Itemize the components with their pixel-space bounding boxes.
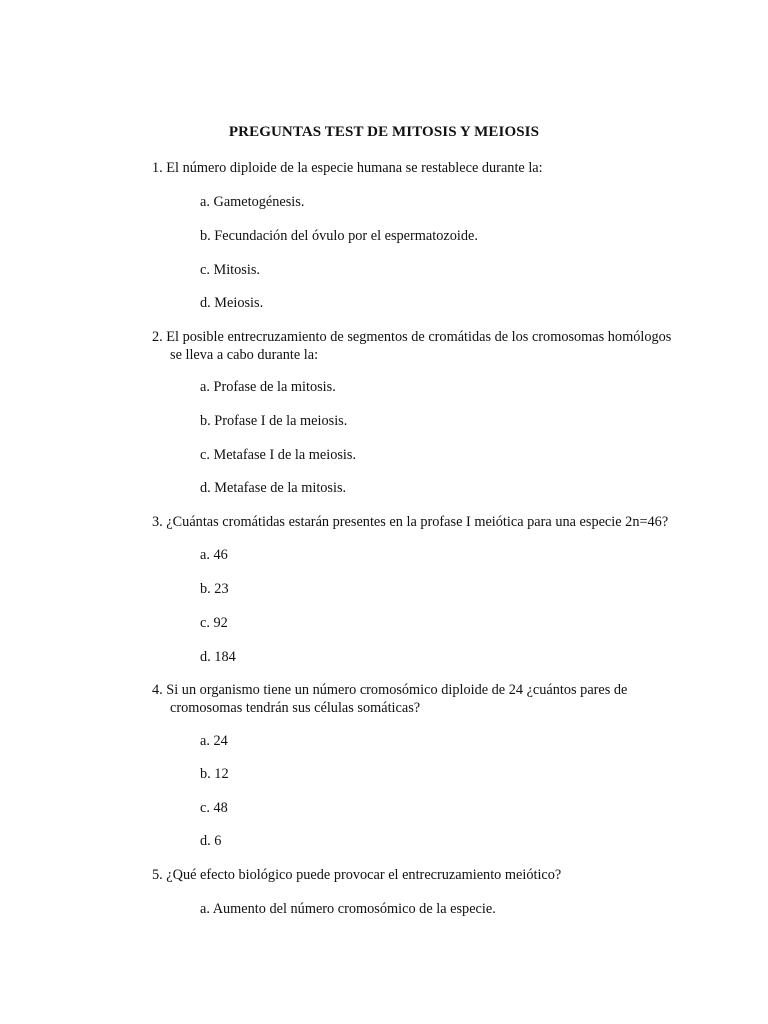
question-2-option-a: a. Profase de la mitosis. (200, 379, 336, 395)
question-4 (152, 681, 673, 717)
question-3-option-b: b. 23 (200, 581, 229, 597)
question-3-option-d: d. 184 (200, 649, 236, 665)
question-2 (152, 328, 673, 364)
question-1-option-a: a. Gametogénesis. (200, 194, 305, 210)
question-4-option-a: a. 24 (200, 733, 228, 749)
question-4-option-b: b. 12 (200, 766, 229, 782)
question-1-option-c: c. Mitosis. (200, 262, 260, 278)
question-2-option-c: c. Metafase I de la meiosis. (200, 447, 357, 463)
question-2-option-d: d. Metafase de la mitosis. (200, 480, 347, 496)
question-4-option-d: d. 6 (200, 833, 222, 849)
question-1-option-d: d. Meiosis. (200, 295, 264, 311)
question-2-continuation: se lleva a cabo durante la: (170, 347, 319, 363)
question-3-text: 3. ¿Cuántas cromátidas estarán presentes en la profase I meiótica para una especie 2n=46? (152, 514, 669, 530)
question-1-text: 1. El número diploide de la especie humana se restablece durante la: (152, 160, 543, 176)
question-4-continuation: cromosomas tendrán sus células somáticas? (170, 700, 421, 716)
question-4-option-c: c. 48 (200, 800, 228, 816)
question-2-text: 2. El posible entrecruzamiento de segmentos de cromátidas de los cromosomas homólogos (152, 329, 672, 345)
question-5-option-a: a. Aumento del número cromosómico de la especie. (200, 901, 496, 917)
question-3-option-a: a. 46 (200, 547, 228, 563)
question-4-text: 4. Si un organismo tiene un número cromosómico diploide de 24 ¿cuántos pares de (152, 682, 628, 698)
question-5-text: 5. ¿Qué efecto biológico puede provocar el entrecruzamiento meiótico? (152, 867, 562, 883)
question-2-option-b: b. Profase I de la meiosis. (200, 413, 348, 429)
question-3-option-c: c. 92 (200, 615, 228, 631)
document-title: PREGUNTAS TEST DE MITOSIS Y MEIOSIS (228, 124, 540, 140)
question-1-option-b: b. Fecundación del óvulo por el espermatozoide. (200, 228, 478, 244)
